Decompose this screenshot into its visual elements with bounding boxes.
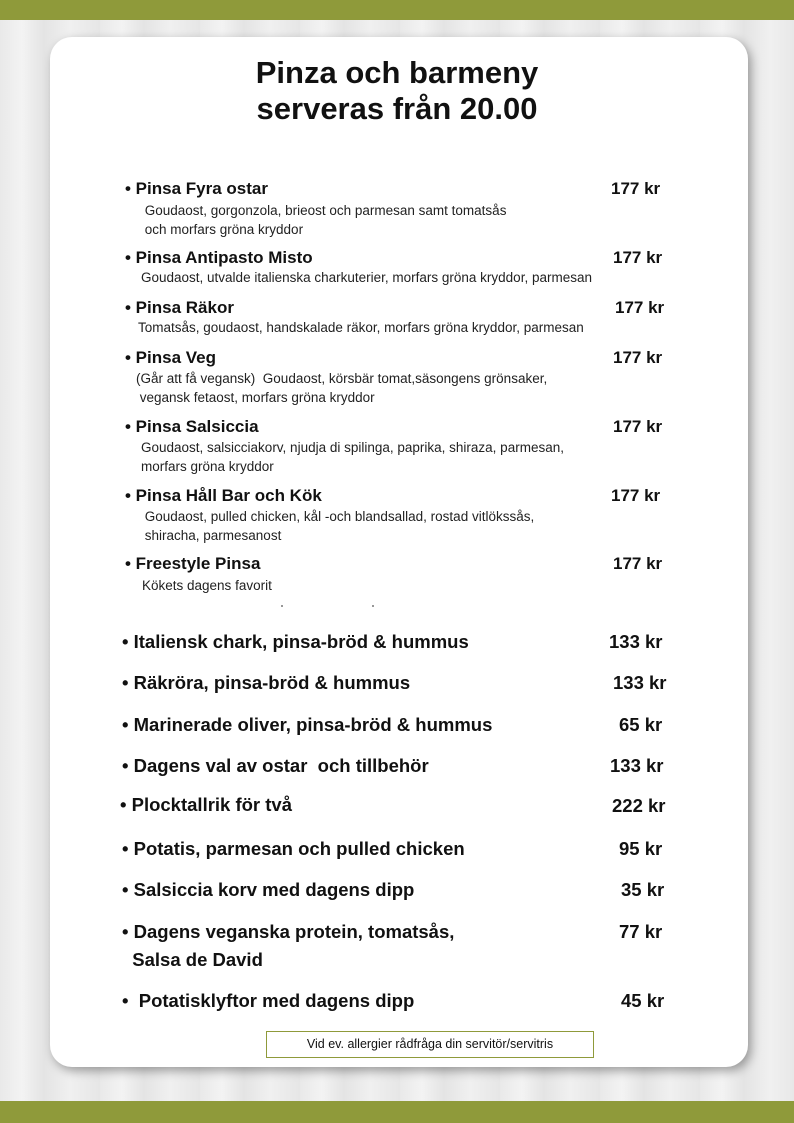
- bar-item-name: • Plocktallrik för två: [120, 794, 293, 815]
- pizza-description: Goudaost, pulled chicken, kål -och blandsallad, rostad vitlökssås, shiracha, parmesanost: [144, 509, 535, 543]
- bar-item-price: 45 kr: [621, 990, 665, 1011]
- pizza-name: • Pinsa Håll Bar och Kök: [125, 486, 322, 505]
- bar-item-price: 35 kr: [621, 879, 665, 900]
- bar-item-name: • Marinerade oliver, pinsa-bröd & hummus: [122, 714, 493, 735]
- pizza-price: 177 kr: [611, 486, 661, 505]
- bar-item-price: 222 kr: [612, 795, 666, 816]
- bottom-accent-band: [0, 1101, 794, 1123]
- pizza-name: • Pinsa Salsiccia: [125, 417, 259, 436]
- bar-item-name: • Dagens val av ostar och tillbehör: [122, 755, 429, 776]
- pizza-description: Kökets dagens favorit: [142, 578, 272, 593]
- pizza-description: Goudaost, utvalde italienska charkuterier, morfars gröna kryddor, parmesan: [141, 270, 592, 285]
- top-accent-band: [0, 0, 794, 20]
- bar-item-price: 65 kr: [619, 714, 663, 735]
- pizza-price: 177 kr: [613, 248, 663, 267]
- pizza-price: 177 kr: [611, 179, 661, 198]
- bar-item-name: • Salsiccia korv med dagens dipp: [122, 879, 415, 900]
- bar-item-name: • Räkröra, pinsa-bröd & hummus: [122, 672, 411, 693]
- pizza-price: 177 kr: [613, 417, 663, 436]
- pizza-description: Goudaost, gorgonzola, brieost och parmesan samt tomatsås och morfars gröna kryddor: [144, 203, 507, 237]
- bar-item-name: • Dagens veganska protein, tomatsås, Salsa de David: [122, 921, 455, 970]
- pizza-price: 177 kr: [613, 348, 663, 367]
- bar-item-name: • Potatisklyftor med dagens dipp: [122, 990, 415, 1011]
- pizza-description: Tomatsås, goudaost, handskalade räkor, morfars gröna kryddor, parmesan: [138, 320, 584, 335]
- pizza-name: • Pinsa Räkor: [125, 298, 234, 317]
- bar-item-price: 133 kr: [613, 672, 667, 693]
- pizza-description: Goudaost, salsicciakorv, njudja di spilinga, paprika, shiraza, parmesan, morfars gröna kryddor: [141, 440, 564, 474]
- pizza-name: • Pinsa Veg: [125, 348, 216, 367]
- pizza-description: (Går att få vegansk) Goudaost, körsbär tomat,säsongens grönsaker, vegansk fetaost, morfars gröna kryddor: [136, 371, 548, 405]
- pizza-name: • Pinsa Antipasto Misto: [125, 248, 313, 267]
- pizza-price: 177 kr: [615, 298, 665, 317]
- bar-item-name: • Italiensk chark, pinsa-bröd & hummus: [122, 631, 469, 652]
- menu-title: [0, 55, 794, 127]
- allergy-note: Vid ev. allergier rådfråga din servitör/servitris: [266, 1031, 594, 1058]
- menu-title-line1: Pinza och barmeny: [255, 55, 539, 90]
- menu-title-line2: serveras från 20.00: [256, 91, 538, 126]
- bar-item-price: 77 kr: [619, 921, 663, 942]
- bar-item-price: 133 kr: [609, 631, 663, 652]
- bar-item-price: 95 kr: [619, 838, 663, 859]
- pizza-name: • Freestyle Pinsa: [125, 554, 261, 573]
- bar-item-name: • Potatis, parmesan och pulled chicken: [122, 838, 465, 859]
- bar-item-price: 133 kr: [610, 755, 664, 776]
- stray-marks: [280, 603, 380, 609]
- pizza-price: 177 kr: [613, 554, 663, 573]
- pizza-name: • Pinsa Fyra ostar: [125, 179, 268, 198]
